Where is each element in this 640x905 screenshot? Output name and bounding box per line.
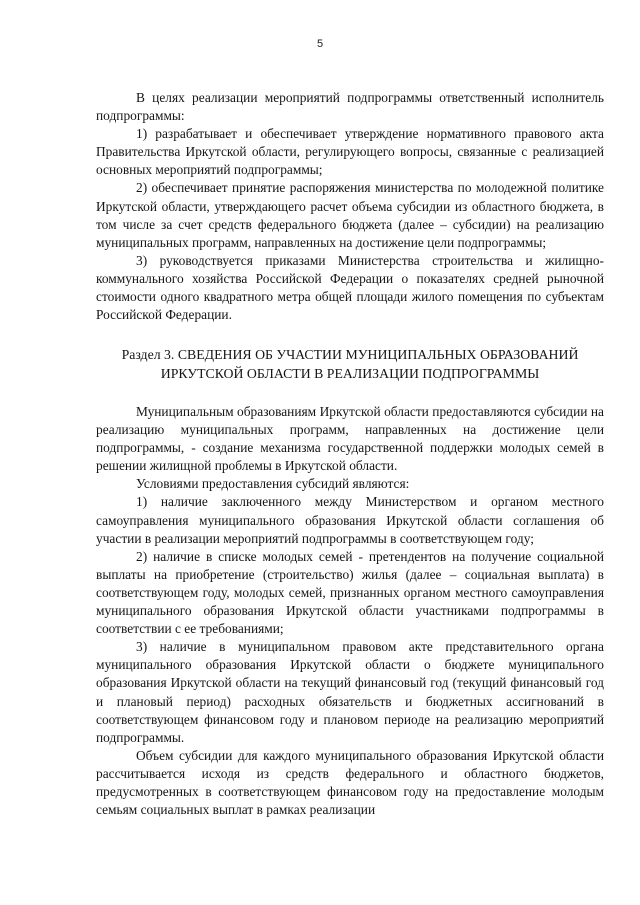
intro-item-2: 2) обеспечивает принятие распоряжения министерства по молодежной политике Иркутской области, утверждающего расчет объема субсидии из областного бюджета, в том числе за счет средств федерального бюджета (далее – субсидии) на реализацию муниципальных программ, направленных на достижение цели подпрограммы; — [96, 180, 604, 250]
section-heading-line-2: ИРКУТСКОЙ ОБЛАСТИ В РЕАЛИЗАЦИИ ПОДПРОГРАММЫ — [160, 365, 540, 381]
intro-item-1: 1) разрабатывает и обеспечивает утверждение нормативного правового акта Правительства Иркутской области, регулирующего вопросы, связанные с реализацией основных мероприятий подпрограммы; — [96, 126, 604, 178]
condition-item-3: 3) наличие в муниципальном правовом акте представительного органа муниципального образования Иркутской области о бюджете муниципального образования Иркутской области на текущий финансовый год (текущий финансовый год и плановый период) расходных обязательств и бюджетных ассигнований в соответствующем финансовом году и плановом периоде на реализацию мероприятий подпрограммы. — [96, 639, 604, 745]
intro-item-3: 3) руководствуется приказами Министерства строительства и жилищно-коммунального хозяйства Российской Федерации о показателях средней рыночной стоимости одного квадратного метра общей площади жилого помещения по субъектам Российской Федерации. — [96, 252, 604, 323]
condition-item-1: 1) наличие заключенного между Министерством и органом местного самоуправления муниципального образования Иркутской области соглашения об участии в реализации мероприятий подпрограммы в соответствующем году; — [96, 494, 604, 546]
page-number: 5 — [316, 38, 324, 50]
section-3-heading — [96, 346, 604, 383]
section-heading-line-1: Раздел 3. СВЕДЕНИЯ ОБ УЧАСТИИ МУНИЦИПАЛЬНЫХ ОБРАЗОВАНИЙ — [121, 347, 579, 362]
condition-item-2: 2) наличие в списке молодых семей - претендентов на получение социальной выплаты на приобретение (строительство) жилья (далее – социальная выплата) в соответствующем году, молодых семей, признанных органом местного самоуправления муниципального образования Иркутской области участниками подпрограммы в соответствии с ее требованиями; — [96, 548, 604, 637]
intro-block — [96, 89, 604, 324]
section-3-body — [96, 403, 604, 819]
subsidy-paragraph: Муниципальным образованиям Иркутской области предоставляются субсидии на реализацию муниципальных программ, направленных на достижение цели подпрограммы, - создание механизма государственной поддержки молодых семей в решении жилищной проблемы в Иркутской области. — [96, 404, 604, 474]
intro-lead-paragraph: В целях реализации мероприятий подпрограммы ответственный исполнитель подпрограммы: — [96, 90, 604, 124]
subsidy-volume-paragraph: Объем субсидии для каждого муниципального образования Иркутской области рассчитывается исходя из средств федерального и областного бюджетов, предусмотренных в соответствующем финансовом году на предоставление молодым семьям социальных выплат в рамках реализации — [96, 747, 604, 818]
conditions-lead-paragraph: Условиями предоставления субсидий являются: — [136, 476, 410, 492]
